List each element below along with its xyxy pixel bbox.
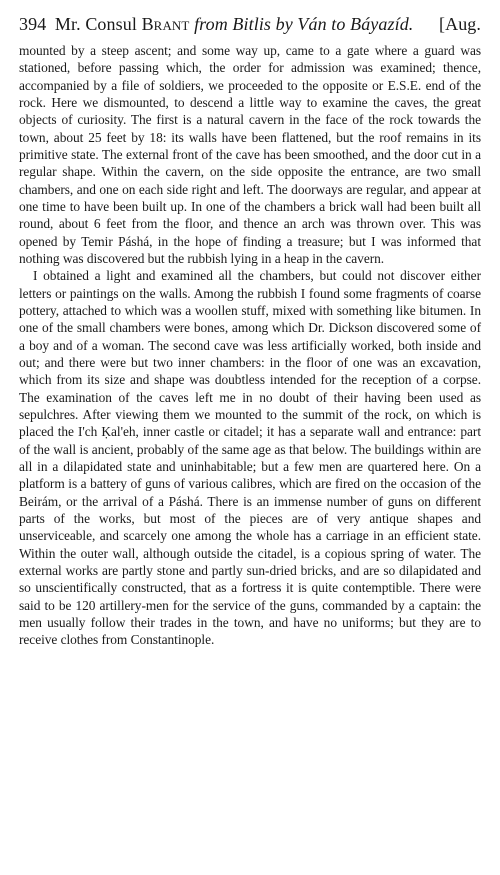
- page-number: 394: [19, 14, 47, 34]
- document-page: [19, 12, 481, 648]
- running-head-month: [Aug.: [439, 14, 481, 34]
- running-head: [19, 12, 481, 42]
- author-prefix: Mr. Consul: [54, 14, 137, 34]
- paragraph-continuation: mounted by a steep ascent; and some way up, came to a gate where a guard was stationed, before passing which, the order for admission was examined; thence, accompanied by a file of soldiers, we proceeded to the opposite or E.S.E. end of the rock. Here we dismounted, to descend a little way to examine the caves, the great objects of curiosity. The first is a natural cavern in the face of the rock towards the town, about 25 feet by 18: its walls have been flattened, but the roof remains in its primitive state. The external front of the cave has been smoothed, and the door cut in a regular shape. Within the cavern, on the side opposite the entrance, are two small chambers, and one on each side right and left. The doorways are regular, and appear at one time to have been built up. In one of the chambers a brick wall had been built all round, about 6 feet from the floor, and thence an arch was thrown over. This was opened by Temir Páshá, in the hope of finding a treasure; but I was informed that nothing was discovered but the rubbish lying in a heap in the cavern.: [19, 43, 481, 266]
- author-name: Brant: [141, 14, 190, 34]
- body-text: [19, 42, 481, 648]
- paragraph: I obtained a light and examined all the chambers, but could not discover either letters or paintings on the walls. Among the rubbish I found some fragments of coarse pottery, attached to which was a woollen stuff, mixed with something like bitumen. In one of the small chambers were bones, among which Dr. Dickson discovered some of a boy and of a woman. The second cave was less artificially worked, both inside and out; and there were but two inner chambers: in the floor of one was an excavation, which from its size and shape was doubtless intended for the reception of a corpse. The examination of the caves left me in no doubt of their having been used as sepulchres. After viewing them we mounted to the summit of the rock, on which is placed the I'ch Ḳal'eh, inner castle or citadel; it has a separate wall and entrance: part of the wall is ancient, probably of the same age as that below. The buildings within are all in a dilapidated state and uninhabitable; but a few men are quartered here. On a platform is a battery of guns of various calibres, which are fired on the occasion of the Beirám, or the arrival of a Páshá. There is an immense number of guns on different parts of the works, but most of the pieces are of very antique shapes and unserviceable, and scarcely one among the whole has a carriage in an efficient state. Within the outer wall, although outside the citadel, is a copious spring of water. The external works are partly stone and partly sun-dried bricks, and are so dilapidated and so unscientifically constructed, that as a fortress it is quite contemptible. There were said to be 120 artillery-men for the service of the guns, commanded by a captain: the men usually follow their trades in the town, and have no uniforms; but they are to receive clothes from Constantinople.: [19, 268, 481, 648]
- running-title: from Bitlis by Ván to Báyazíd.: [194, 14, 414, 34]
